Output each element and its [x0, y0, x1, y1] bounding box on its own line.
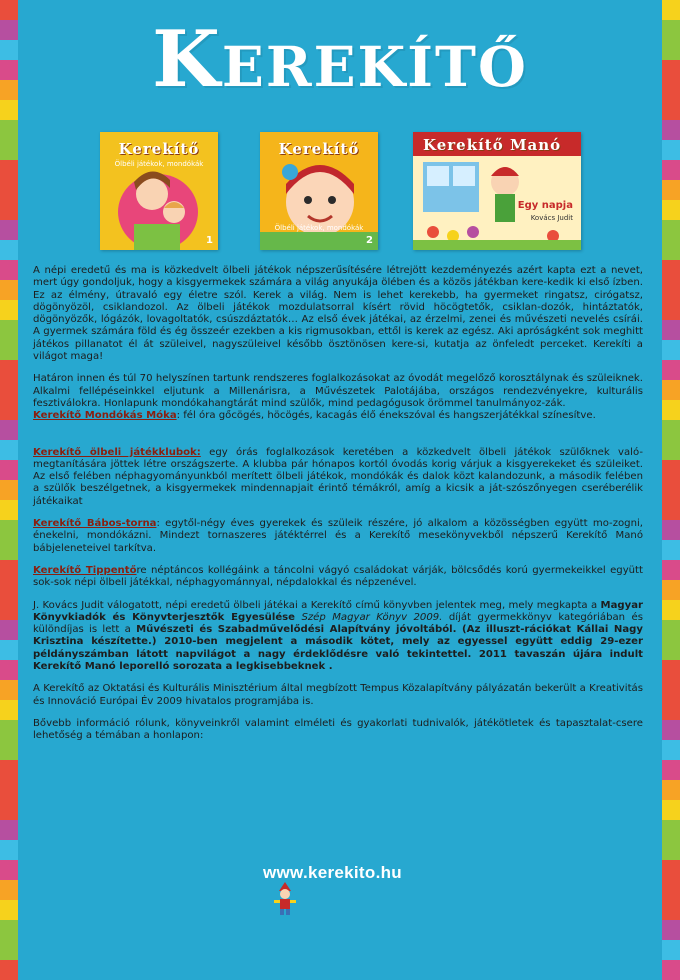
book-cover-1: [100, 132, 218, 250]
stripe-block: [0, 160, 18, 180]
main-content: [33, 265, 643, 753]
stripe-block: [662, 840, 680, 860]
stripe-block: [662, 420, 680, 440]
stripe-block: [662, 900, 680, 920]
stripe-block: [0, 80, 18, 100]
stripe-block: [662, 660, 680, 680]
stripe-block: [662, 280, 680, 300]
stripe-block: [662, 0, 680, 20]
book-cover-3: [413, 132, 581, 250]
stripe-block: [662, 500, 680, 520]
stripe-block: [662, 220, 680, 240]
stripe-block: [662, 460, 680, 480]
book-cover-1-number: 1: [206, 235, 213, 246]
stripe-block: [0, 580, 18, 600]
stripe-block: [662, 160, 680, 180]
stripe-block: [662, 940, 680, 960]
stripe-block: [662, 80, 680, 100]
stripe-block: [0, 280, 18, 300]
award-text-d: díját gyermekkönyv kategóriában és különdíjas is lett a: [33, 611, 643, 636]
book-cover-2-subtitle: Ölbéli játékok, mondókák: [274, 224, 364, 232]
jatekklubok-paragraph: [33, 447, 643, 508]
stripe-block: [662, 120, 680, 140]
stripe-block: [0, 200, 18, 220]
stripe-block: [0, 620, 18, 640]
stripe-block: [662, 260, 680, 280]
tempus-paragraph: A Kerekítő az Oktatási és Kulturális Minisztérium által megbízott Tempus Közalapítvány pályázatán bekerült a Kreativitás és Innováció Európai Év 2009 hivatalos programjába is.: [33, 683, 643, 707]
stripe-block: [662, 600, 680, 620]
stripe-block: [0, 540, 18, 560]
book-cover-3-author: Kovács Judit: [530, 214, 573, 222]
stripe-block: [0, 960, 18, 980]
mondokas-moka-paragraph: [33, 410, 643, 422]
stripe-block: [662, 100, 680, 120]
mondokas-moka-text: : fél óra gőcögés, höcögés, kacagás élő énekszóval és hangszerjátékkal színesítve.: [176, 410, 596, 422]
tippento-link[interactable]: Kerekítő Tippentő: [33, 564, 137, 576]
stripe-block: [662, 960, 680, 980]
stripe-block: [662, 540, 680, 560]
jatekklubok-link[interactable]: Kerekítő ölbeli játékklubok:: [33, 446, 201, 458]
stripe-block: [0, 900, 18, 920]
stripe-block: [0, 340, 18, 360]
book-cover-2-number: 2: [366, 235, 373, 246]
stripe-block: [662, 400, 680, 420]
stripe-block: [662, 380, 680, 400]
mascot-icon: [270, 882, 300, 916]
stripe-block: [0, 180, 18, 200]
stripe-block: [0, 880, 18, 900]
stripe-block: [0, 800, 18, 820]
stripe-block: [0, 560, 18, 580]
stripe-block: [662, 200, 680, 220]
stripe-block: [662, 240, 680, 260]
stripe-block: [0, 20, 18, 40]
stripe-block: [662, 740, 680, 760]
stripe-block: [0, 820, 18, 840]
stripe-block: [662, 860, 680, 880]
stripe-block: [662, 560, 680, 580]
stripe-block: [662, 320, 680, 340]
stripe-block: [0, 120, 18, 140]
stripe-block: [0, 680, 18, 700]
stripe-block: [662, 140, 680, 160]
stripe-block: [0, 60, 18, 80]
jatekklubok-text: egy órás foglalkozások keretében a közkedvelt ölbeli játékok szülőknek való-megtanítására jöttek létre országszerte. A klubba pár hónapos kortól óvodás korig várjuk a kisgyerekeket és szüleiket. Az első felében néphagyományunkból merített ölbeli játékok, mondókák és dalok közt kalandozunk, a második felében a szülők beszélgetnek, a kisgyermekek mindennapjait érintő témákról, amíg a kicsik a ját-szószőnyegen cseréberélik játékaikat: [33, 446, 643, 507]
locations-paragraph: Határon innen és túl 70 helyszínen tartunk rendszeres foglalkozásokat az óvodát megelőző korosztálynak és szüleiknek. Alkalmi fellépéseinkkel eljutunk a Millenárisra, a Művészetek Palotájába, országos rendezvényekre, kulturális fesztiválokra. Honlapunk mondókahangtárát mind szülők, mind pedagógusok örömmel tanulmányoz-zák.: [33, 373, 643, 409]
stripe-block: [662, 300, 680, 320]
stripe-block: [662, 60, 680, 80]
stripe-block: [662, 700, 680, 720]
stripe-block: [662, 580, 680, 600]
book-cover-2-title: Kerekítő: [278, 140, 360, 158]
stripe-block: [0, 240, 18, 260]
stripe-block: [0, 600, 18, 620]
book-cover-3-title: Kerekítő Manó: [423, 136, 562, 154]
stripe-block: [0, 860, 18, 880]
stripe-block: [0, 400, 18, 420]
right-color-stripe: [662, 0, 680, 961]
stripe-block: [662, 20, 680, 40]
website-link[interactable]: www.kerekito.hu: [263, 863, 402, 882]
mondokas-moka-link[interactable]: Kerekítő Mondókás Móka: [33, 410, 177, 422]
stripe-block: [0, 40, 18, 60]
stripe-block: [0, 700, 18, 720]
stripe-block: [662, 720, 680, 740]
stripe-block: [662, 760, 680, 780]
stripe-block: [0, 360, 18, 380]
stripe-block: [662, 520, 680, 540]
stripe-block: [0, 0, 18, 20]
stripe-block: [0, 480, 18, 500]
stripe-block: [0, 780, 18, 800]
stripe-block: [0, 720, 18, 740]
stripe-block: [0, 760, 18, 780]
stripe-block: [662, 360, 680, 380]
award-publisher: Magyar Könyvkiadók és Könyvterjesztők Egyesülése: [33, 599, 643, 623]
stripe-block: [0, 840, 18, 860]
tippento-paragraph: [33, 565, 643, 590]
stripe-block: [662, 480, 680, 500]
babos-torna-link[interactable]: Kerekítő Bábos-torna: [33, 518, 157, 530]
babos-torna-text: : egytől-négy éves gyerekek és szüleik részére, jó alkalom a közösségben együtt mo-zogni, énekelni, mondókázni. Mindezt tornaszeres játéktérrel és a Kerekítő mesekönyvekből népszerű Kerekítő Manó bábjeleneteivel tarkítva.: [33, 518, 643, 554]
award-book-prize: Szép Magyar Könyv 2009.: [295, 611, 443, 623]
stripe-block: [662, 620, 680, 640]
stripe-block: [0, 220, 18, 240]
stripe-block: [0, 440, 18, 460]
stripe-block: [662, 800, 680, 820]
stripe-block: [0, 940, 18, 960]
stripe-block: [0, 420, 18, 440]
book-cover-1-title: Kerekítő: [118, 140, 200, 158]
stripe-block: [0, 640, 18, 660]
stripe-block: [0, 660, 18, 680]
stripe-block: [0, 920, 18, 940]
stripe-block: [0, 100, 18, 120]
stripe-block: [0, 500, 18, 520]
more-info-paragraph: Bővebb információ rólunk, könyveinkről valamint elméleti és gyakorlati tudnivalók, játékötletek és tapasztalat-csere lehetőség a témában a honlapon:: [33, 717, 643, 742]
stripe-block: [0, 520, 18, 540]
stripe-block: [662, 440, 680, 460]
award-foundation: Művészeti és Szabadművelődési Alapítvány jóvoltából. (Az illuszt-rációkat Kállai Nagy Krisztina készítette.) 2010-ben megjelent a második kötet, mely az egyessel együtt eddig 29-ezer példányszámban látott napvilágot a nagy érdeklődésre való tekintettel. 2011 tavaszán újára indult Kerekítő Manó leporelló sorozata a legkisebbeknek .: [33, 624, 643, 673]
stripe-block: [662, 680, 680, 700]
book-cover-1-subtitle: Ölbéli játékok, mondókák: [114, 160, 204, 168]
tippento-text: re néptáncos kollégáink a táncolni vágyó családokat várják, bölcsődés korú gyermekeikkel együtt sok-sok népi ölbeli játékkal, néphagyománnyal, népdalokkal és népzenével.: [33, 564, 643, 589]
book-cover-3-subtitle: Egy napja: [517, 200, 573, 211]
stripe-block: [662, 40, 680, 60]
book-cover-2: [260, 132, 378, 250]
stripe-block: [0, 320, 18, 340]
left-color-stripe: [0, 0, 18, 961]
page-title: Kerekítő: [152, 14, 528, 105]
stripe-block: [0, 300, 18, 320]
intro-paragraph: A népi eredetű és ma is közkedvelt ölbeli játékok népszerűsítésére létrejött kezdeményezés azért kapta ezt a nevet, mert úgy gondoljuk, hogy a kisgyermekek számára a világ anyukája ölében és a közös játékban kere-kedik ki első ízben. Ez az élmény, útravaló egy életre szól. Kerek a világ. Nem is lehet kerekebb, ha gyermeket ringatsz, cirógatsz, dögönyözöl, csiklandozol. Az ölbeli játékok mozdulatsorral kísért rövid höcögtetők, csiklan-dozók, hintáztatók, dögönyözők, lógázók, lovagoltatók, csúszdáztatók… Az első évek játékai, az érzelmi, zenei és művészeti nevelés csírái. A gyermek számára föld és ég összeér ezekben a kis rigmusokban, ettől is kerek az egész. Aki apróságként sok meghitt játékos pillanatot él át szüleivel, nagyszüleivel később ösztönösen kere-si, kutatja az önfeledt perceket. Kerekíti a világot maga!: [33, 265, 643, 363]
stripe-block: [662, 880, 680, 900]
stripe-block: [662, 920, 680, 940]
stripe-block: [662, 340, 680, 360]
stripe-block: [0, 380, 18, 400]
stripe-block: [662, 780, 680, 800]
stripe-block: [0, 460, 18, 480]
award-paragraph: [33, 600, 643, 674]
award-text-a: J. Kovács Judit válogatott, népi eredetű ölbeli játékai a Kerekítő című könyvben jelentek meg, mely megkapta a: [33, 599, 601, 611]
stripe-block: [662, 820, 680, 840]
stripe-block: [662, 180, 680, 200]
stripe-block: [662, 640, 680, 660]
stripe-block: [0, 740, 18, 760]
babos-torna-paragraph: [33, 518, 643, 555]
stripe-block: [0, 140, 18, 160]
stripe-block: [0, 260, 18, 280]
